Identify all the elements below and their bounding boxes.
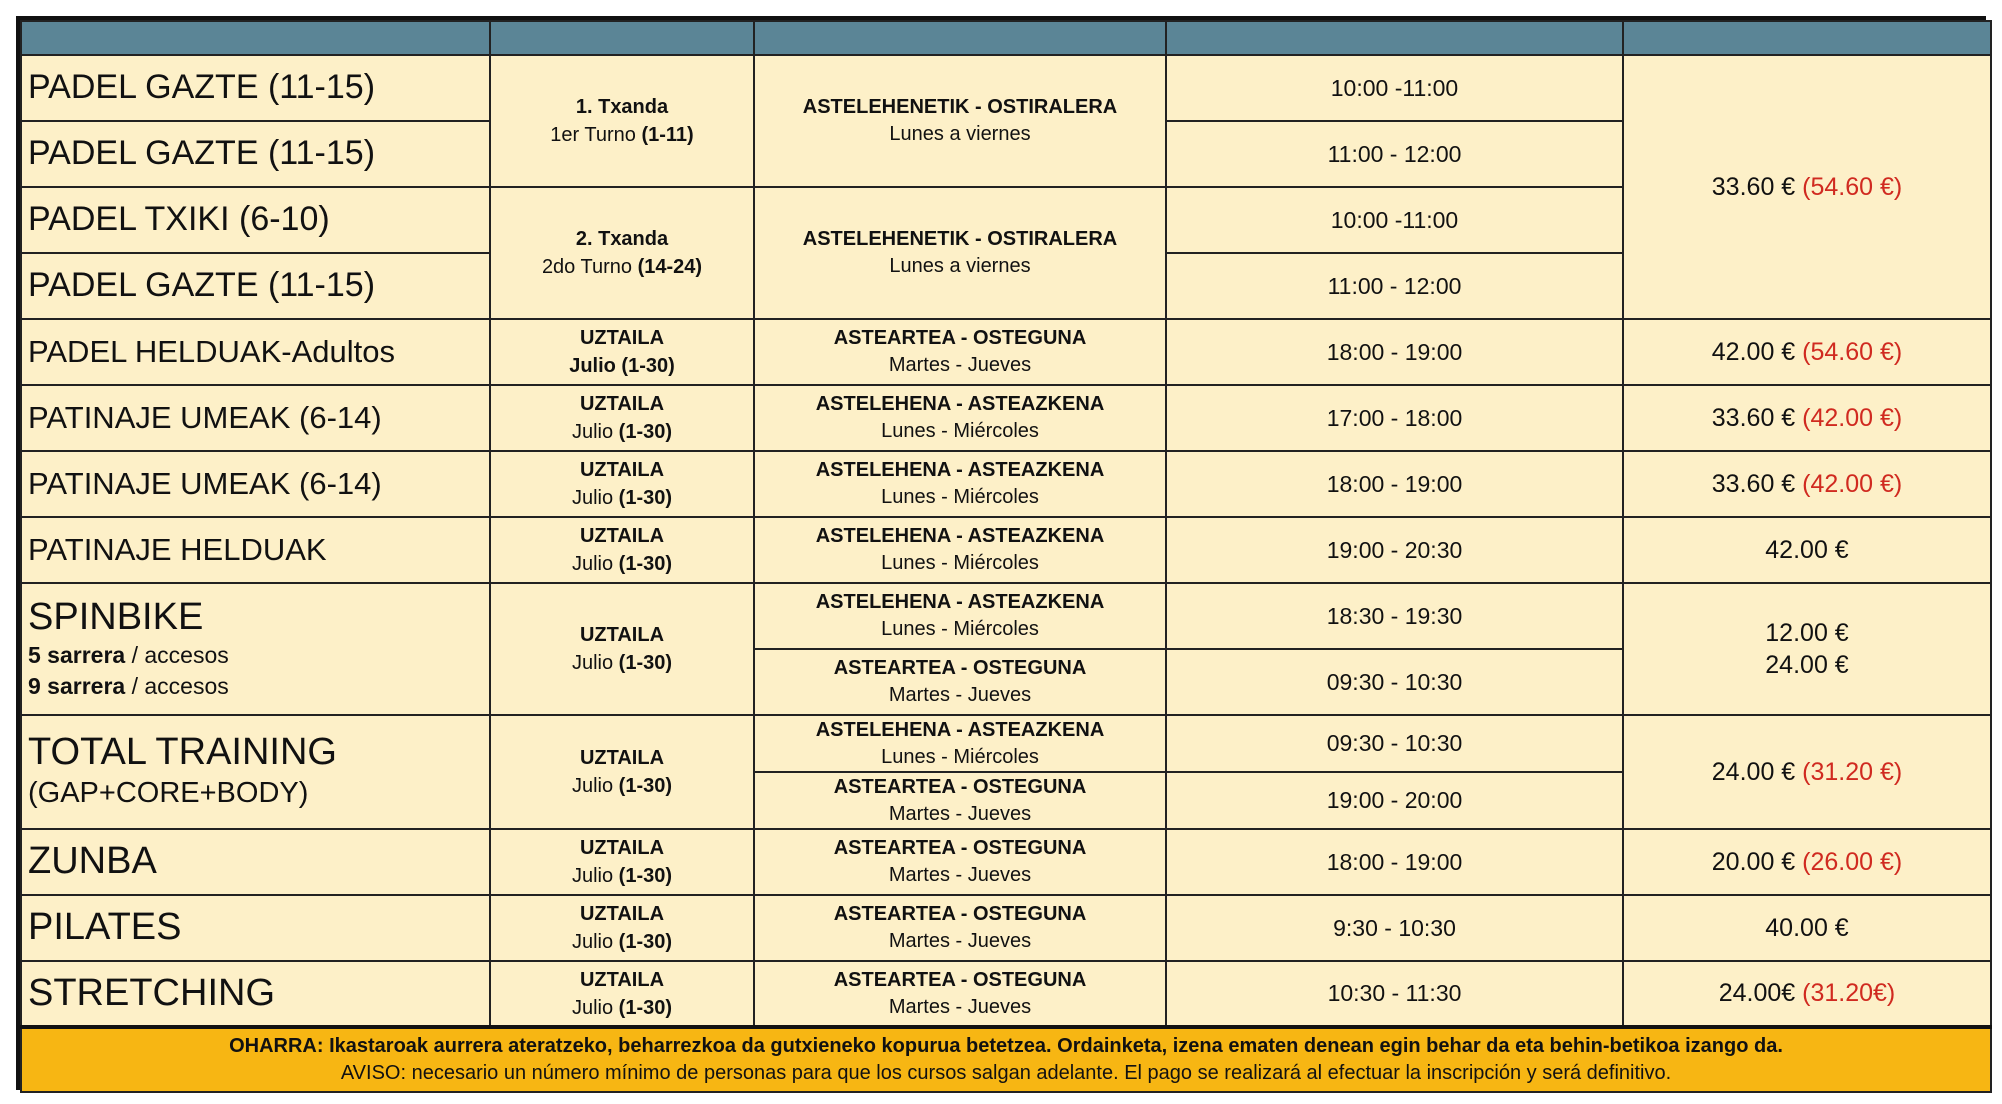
days-eu: ASTELEHENA - ASTEAZKENA [815,718,1105,741]
days-es: Martes - Jueves [888,864,1032,886]
price-cell: 33.60 € (42.00 €) [1623,451,1991,517]
days-eu: ASTELEHENETIK - OSTIRALERA [802,228,1118,250]
days-eu: ASTELEHENA - ASTEAZKENA [815,459,1105,481]
activity-subline: 9 sarrera / accesos [28,672,229,699]
turn-eu: 1. Txanda [575,96,669,118]
days-cell [754,772,1166,829]
activity-name: PATINAJE HELDUAK [21,517,490,583]
days-eu: ASTEARTEA - OSTEGUNA [833,657,1087,679]
turn-cell [490,829,754,895]
turn-cell [490,715,754,829]
days-cell [754,319,1166,385]
turn-cell [490,895,754,961]
days-es: Lunes a viernes [889,255,1031,277]
activity-name: PADEL TXIKI (6-10) [21,187,490,253]
time-cell: 19:00 - 20:00 [1166,772,1623,829]
turn-es: Julio (1-30) [571,652,673,674]
activity-name [21,583,490,715]
time-cell: 18:00 - 19:00 [1166,451,1623,517]
turn-eu: UZTAILA [579,837,665,859]
turn-eu: UZTAILA [579,968,665,991]
days-cell [754,583,1166,649]
turn-es: Julio (1-30) [571,865,673,887]
turn-eu: UZTAILA [579,327,665,349]
time-cell: 11:00 - 12:00 [1166,121,1623,187]
activity-subline: 5 sarrera / accesos [28,641,229,668]
days-es: Lunes a viernes [889,123,1031,145]
time-cell: 19:00 - 20:30 [1166,517,1623,583]
days-eu: ASTELEHENA - ASTEAZKENA [815,525,1105,547]
turn-cell [490,451,754,517]
turn-eu: UZTAILA [579,525,665,547]
activity-name: PADEL GAZTE (11-15) [21,121,490,187]
days-es: Lunes - Miércoles [881,618,1039,640]
turn-eu: UZTAILA [579,747,665,769]
table-row [21,451,1991,517]
turn-es: Julio (1-30) [569,355,675,377]
table-row [21,583,1991,649]
turn-es: Julio (1-30) [571,996,673,1019]
activity-name: PADEL GAZTE (11-15) [21,55,490,121]
price-cell: 40.00 € [1623,895,1991,961]
turn-es: 2do Turno (14-24) [541,256,703,278]
turn-es: Julio (1-30) [571,487,673,509]
days-es: Martes - Jueves [888,354,1032,376]
turn-es: Julio (1-30) [571,931,673,953]
price-cell: 33.60 € (54.60 €) [1623,55,1991,319]
notice-eu: OHARRA: Ikastaroak aurrera ateratzeko, beharrezkoa da gutxieneko kopurua betetzea. Ordainketa, izena ematen denean egin behar da eta behin-betikoa izango da. [229,1035,1783,1057]
days-es: Martes - Jueves [888,684,1032,706]
days-es: Lunes - Miércoles [881,745,1039,768]
notice-es: AVISO: necesario un número mínimo de personas para que los cursos salgan adelante. El pago se realizará al efectuar la inscripción y será definitivo. [340,1062,1672,1084]
header-cell-turn [490,21,754,55]
days-cell [754,961,1166,1027]
turn-eu: UZTAILA [579,624,665,646]
notice-banner [21,1027,1991,1092]
days-eu: ASTEARTEA - OSTEGUNA [833,775,1087,798]
activity-name [21,715,490,829]
activity-name: PATINAJE UMEAK (6-14) [21,385,490,451]
turn-eu: 2. Txanda [575,228,669,250]
header-cell-price [1623,21,1991,55]
activity-name: PADEL HELDUAK-Adultos [21,319,490,385]
days-cell [754,517,1166,583]
activity-name: STRETCHING [21,961,490,1027]
table-row [21,829,1991,895]
days-eu: ASTEARTEA - OSTEGUNA [833,903,1087,925]
time-cell: 10:30 - 11:30 [1166,961,1623,1027]
turn-eu: UZTAILA [579,459,665,481]
days-cell [754,385,1166,451]
turn-eu: UZTAILA [579,903,665,925]
days-cell [754,715,1166,772]
table-row [21,895,1991,961]
days-es: Lunes - Miércoles [881,552,1039,574]
time-cell: 11:00 - 12:00 [1166,253,1623,319]
days-es: Martes - Jueves [888,802,1032,825]
turn-cell [490,55,754,187]
time-cell: 17:00 - 18:00 [1166,385,1623,451]
table-row [21,55,1991,121]
days-eu: ASTEARTEA - OSTEGUNA [833,968,1087,991]
activity-title: TOTAL TRAINING [28,730,337,773]
table-row [21,385,1991,451]
turn-cell [490,319,754,385]
notice-row [21,1027,1991,1092]
days-cell [754,829,1166,895]
activity-name: ZUNBA [21,829,490,895]
time-cell: 18:30 - 19:30 [1166,583,1623,649]
price-cell: 33.60 € (42.00 €) [1623,385,1991,451]
schedule-table [20,20,1992,1093]
days-es: Lunes - Miércoles [881,486,1039,508]
turn-es: Julio (1-30) [571,553,673,575]
days-eu: ASTELEHENA - ASTEAZKENA [815,591,1105,613]
days-cell [754,649,1166,715]
price-cell: 24.00€ (31.20€) [1623,961,1991,1027]
header-cell-time [1166,21,1623,55]
time-cell: 09:30 - 10:30 [1166,715,1623,772]
time-cell: 9:30 - 10:30 [1166,895,1623,961]
table-row [21,961,1991,1027]
days-cell [754,451,1166,517]
days-eu: ASTELEHENA - ASTEAZKENA [815,393,1105,415]
time-cell: 10:00 -11:00 [1166,187,1623,253]
time-cell: 18:00 - 19:00 [1166,829,1623,895]
days-eu: ASTEARTEA - OSTEGUNA [833,837,1087,859]
days-es: Martes - Jueves [888,995,1032,1018]
turn-es: 1er Turno (1-11) [550,124,694,146]
time-cell: 18:00 - 19:00 [1166,319,1623,385]
days-cell [754,187,1166,319]
days-es: Lunes - Miércoles [881,420,1039,442]
turn-eu: UZTAILA [579,393,665,415]
price-cell: 12.00 € 24.00 € [1623,583,1991,715]
header-cell-activity [21,21,490,55]
table-row [21,319,1991,385]
days-cell [754,895,1166,961]
days-eu: ASTELEHENETIK - OSTIRALERA [802,96,1118,118]
activity-name: PILATES [21,895,490,961]
turn-cell [490,961,754,1027]
turn-es: Julio (1-30) [571,775,673,797]
time-cell: 09:30 - 10:30 [1166,649,1623,715]
turn-cell [490,583,754,715]
table-row [21,715,1991,772]
price-cell: 42.00 € [1623,517,1991,583]
activity-name: PADEL GAZTE (11-15) [21,253,490,319]
turn-cell [490,517,754,583]
activity-name: PATINAJE UMEAK (6-14) [21,451,490,517]
turn-cell [490,385,754,451]
header-cell-days [754,21,1166,55]
table-row [21,517,1991,583]
schedule-sheet [16,16,1986,1090]
time-cell: 10:00 -11:00 [1166,55,1623,121]
days-cell [754,55,1166,187]
price-cell: 20.00 € (26.00 €) [1623,829,1991,895]
days-es: Martes - Jueves [888,930,1032,952]
turn-cell [490,187,754,319]
activity-title: SPINBIKE [28,596,204,639]
header-row [21,21,1991,55]
price-cell: 24.00 € (31.20 €) [1623,715,1991,829]
activity-subline: (GAP+CORE+BODY) [28,777,309,810]
turn-es: Julio (1-30) [571,421,673,443]
price-cell: 42.00 € (54.60 €) [1623,319,1991,385]
days-eu: ASTEARTEA - OSTEGUNA [833,327,1087,349]
